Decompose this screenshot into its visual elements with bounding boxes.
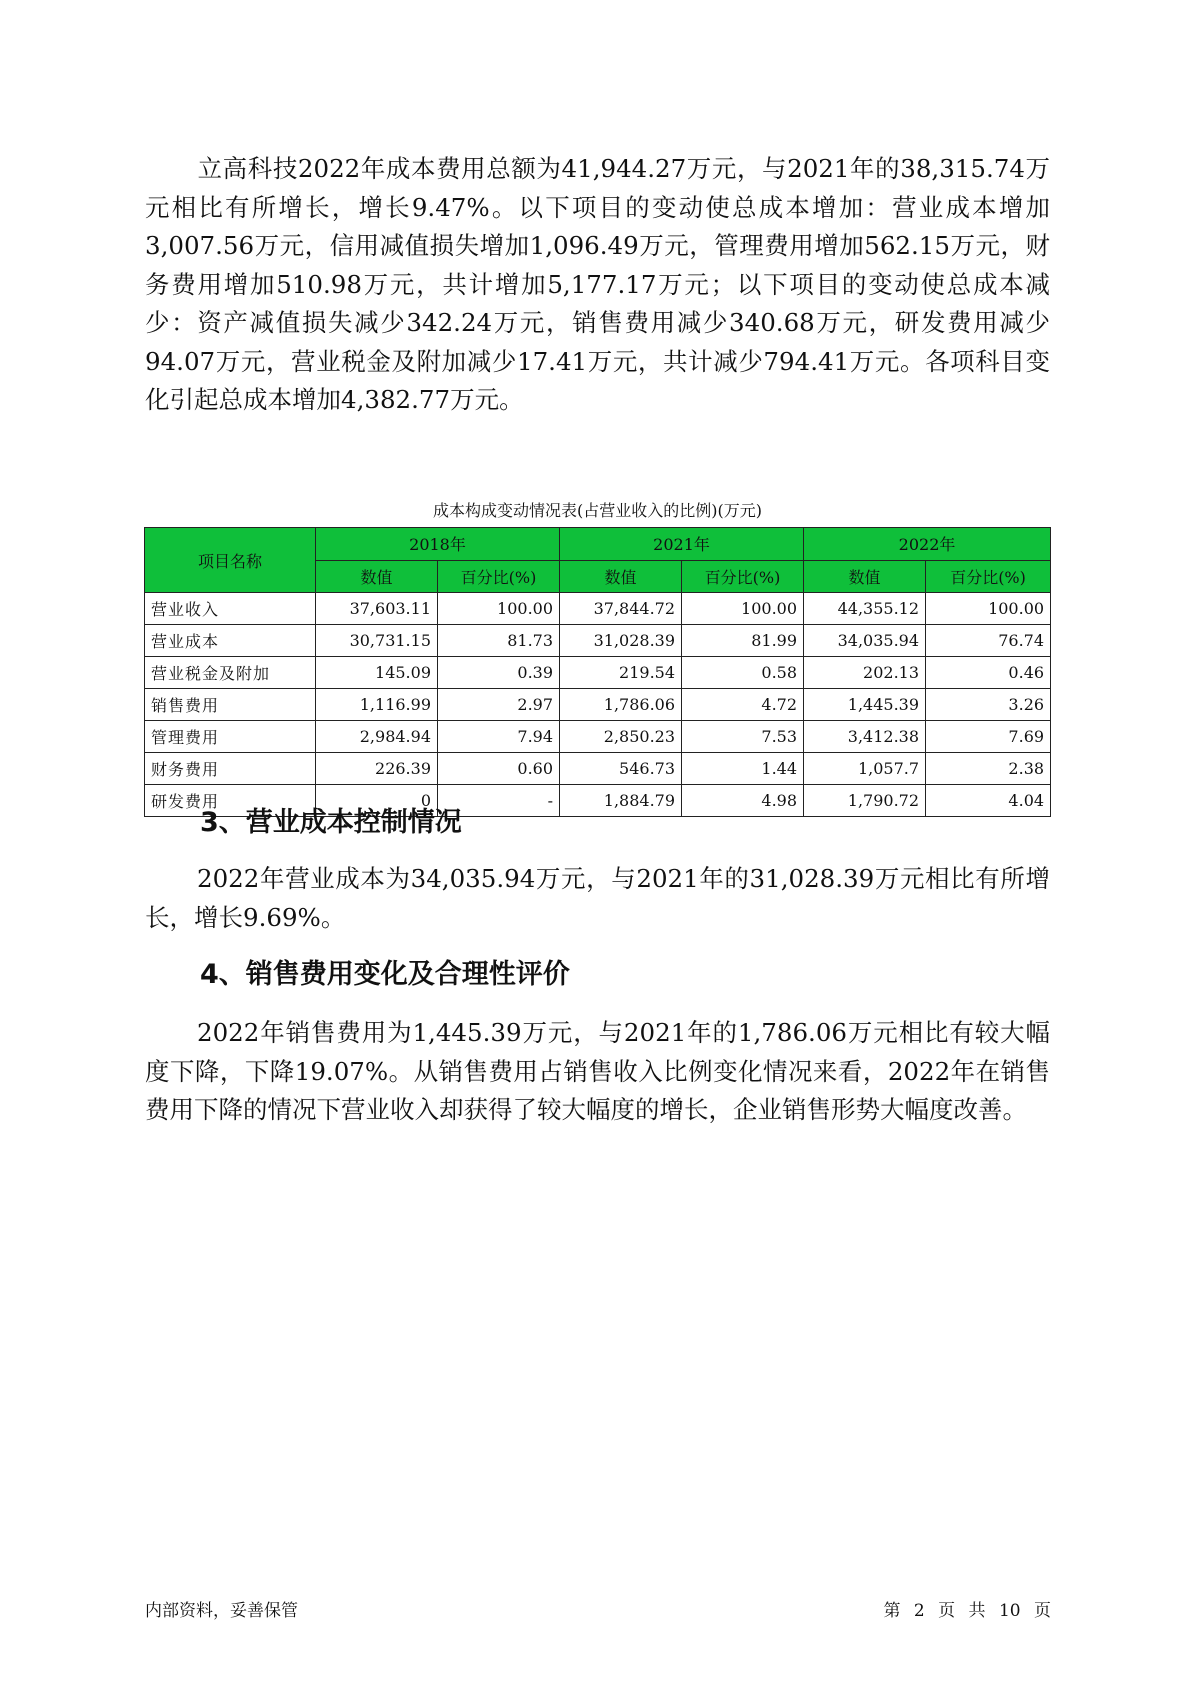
paragraph-cost-summary bbox=[145, 150, 1050, 420]
cell-value: 34,035.94 bbox=[804, 625, 926, 657]
header-item-name: 项目名称 bbox=[145, 528, 316, 593]
table-row bbox=[145, 721, 1051, 753]
table-row bbox=[145, 753, 1051, 785]
cell-percent: 81.73 bbox=[438, 625, 560, 657]
cell-percent: 100.00 bbox=[926, 593, 1051, 625]
paragraph-sales-expense-text: 2022年销售费用为1,445.39万元，与2021年的1,786.06万元相比有较大幅度下降，下降19.07%。从销售费用占销售收入比例变化情况来看，2022年在销售费用下降的情况下营业收入却获得了较大幅度的增长，企业销售形势大幅度改善。 bbox=[145, 1018, 1050, 1124]
cell-value: 2,850.23 bbox=[560, 721, 682, 753]
row-label: 研发费用 bbox=[145, 785, 316, 817]
header-year-2021: 2021年 bbox=[560, 528, 804, 561]
cell-value: 1,790.72 bbox=[804, 785, 926, 817]
cell-value: 546.73 bbox=[560, 753, 682, 785]
cell-value: 1,884.79 bbox=[560, 785, 682, 817]
cell-value: 219.54 bbox=[560, 657, 682, 689]
table-caption: 成本构成变动情况表(占营业收入的比例)(万元) bbox=[433, 501, 762, 520]
footer-page-number: 第 2 页 共 10 页 bbox=[883, 1601, 1051, 1621]
cell-value: 202.13 bbox=[804, 657, 926, 689]
section-heading-4: 4、销售费用变化及合理性评价 bbox=[200, 959, 570, 990]
cell-percent: 100.00 bbox=[682, 593, 804, 625]
table-body bbox=[145, 593, 1051, 817]
cell-percent: 0.39 bbox=[438, 657, 560, 689]
cell-percent: 4.04 bbox=[926, 785, 1051, 817]
cell-percent: 2.97 bbox=[438, 689, 560, 721]
cell-value: 1,057.7 bbox=[804, 753, 926, 785]
cell-value: 1,116.99 bbox=[316, 689, 438, 721]
cell-value: 226.39 bbox=[316, 753, 438, 785]
row-label: 销售费用 bbox=[145, 689, 316, 721]
table-row bbox=[145, 689, 1051, 721]
cell-percent: 0.58 bbox=[682, 657, 804, 689]
table-row bbox=[145, 657, 1051, 689]
header-year-2022: 2022年 bbox=[804, 528, 1051, 561]
cell-value: 37,603.11 bbox=[316, 593, 438, 625]
cell-value: 37,844.72 bbox=[560, 593, 682, 625]
cell-percent: 76.74 bbox=[926, 625, 1051, 657]
header-percent: 百分比(%) bbox=[438, 560, 560, 593]
cell-value: 1,445.39 bbox=[804, 689, 926, 721]
cell-percent: 4.72 bbox=[682, 689, 804, 721]
paragraph-operating-cost bbox=[145, 860, 1050, 937]
header-percent: 百分比(%) bbox=[926, 560, 1051, 593]
footer-confidential-note: 内部资料，妥善保管 bbox=[145, 1601, 298, 1621]
cell-percent: 0.46 bbox=[926, 657, 1051, 689]
header-value: 数值 bbox=[560, 560, 682, 593]
cell-value: 0 bbox=[316, 785, 438, 817]
cell-percent: 2.38 bbox=[926, 753, 1051, 785]
paragraph-cost-summary-text: 立高科技2022年成本费用总额为41,944.27万元，与2021年的38,315.74万元相比有所增长，增长9.47%。以下项目的变动使总成本增加：营业成本增加3,007.56万元，信用减值损失增加1,096.49万元，管理费用增加562.15万元，财务费用增加510.98万元，共计增加5,177.17万元；以下项目的变动使总成本减少：资产减值损失减少342.24万元，销售费用减少340.68万元，研发费用减少94.07万元，营业税金及附加减少17.41万元，共计减少794.41万元。各项科目变化引起总成本增加4,382.77万元。 bbox=[145, 154, 1050, 414]
cell-value: 31,028.39 bbox=[560, 625, 682, 657]
cell-percent: 100.00 bbox=[438, 593, 560, 625]
cell-percent: 1.44 bbox=[682, 753, 804, 785]
cell-value: 30,731.15 bbox=[316, 625, 438, 657]
table-header-row-years bbox=[145, 528, 1051, 561]
cell-percent: 7.69 bbox=[926, 721, 1051, 753]
cell-value: 145.09 bbox=[316, 657, 438, 689]
header-value: 数值 bbox=[316, 560, 438, 593]
row-label: 营业成本 bbox=[145, 625, 316, 657]
section-heading-3: 3、营业成本控制情况 bbox=[200, 807, 462, 838]
cell-value: 2,984.94 bbox=[316, 721, 438, 753]
paragraph-operating-cost-text: 2022年营业成本为34,035.94万元，与2021年的31,028.39万元相比有所增长，增长9.69%。 bbox=[145, 864, 1050, 932]
row-label: 财务费用 bbox=[145, 753, 316, 785]
cell-percent: 0.60 bbox=[438, 753, 560, 785]
header-year-2018: 2018年 bbox=[316, 528, 560, 561]
cell-value: 3,412.38 bbox=[804, 721, 926, 753]
cell-percent: 7.94 bbox=[438, 721, 560, 753]
paragraph-sales-expense bbox=[145, 1014, 1050, 1130]
cell-percent: 4.98 bbox=[682, 785, 804, 817]
header-percent: 百分比(%) bbox=[682, 560, 804, 593]
cell-value: 44,355.12 bbox=[804, 593, 926, 625]
row-label: 管理费用 bbox=[145, 721, 316, 753]
cell-percent: 3.26 bbox=[926, 689, 1051, 721]
header-value: 数值 bbox=[804, 560, 926, 593]
cell-percent: - bbox=[438, 785, 560, 817]
table-row bbox=[145, 625, 1051, 657]
cost-structure-table bbox=[144, 527, 1051, 817]
cell-percent: 7.53 bbox=[682, 721, 804, 753]
cell-value: 1,786.06 bbox=[560, 689, 682, 721]
row-label: 营业收入 bbox=[145, 593, 316, 625]
table-row bbox=[145, 593, 1051, 625]
cell-percent: 81.99 bbox=[682, 625, 804, 657]
row-label: 营业税金及附加 bbox=[145, 657, 316, 689]
